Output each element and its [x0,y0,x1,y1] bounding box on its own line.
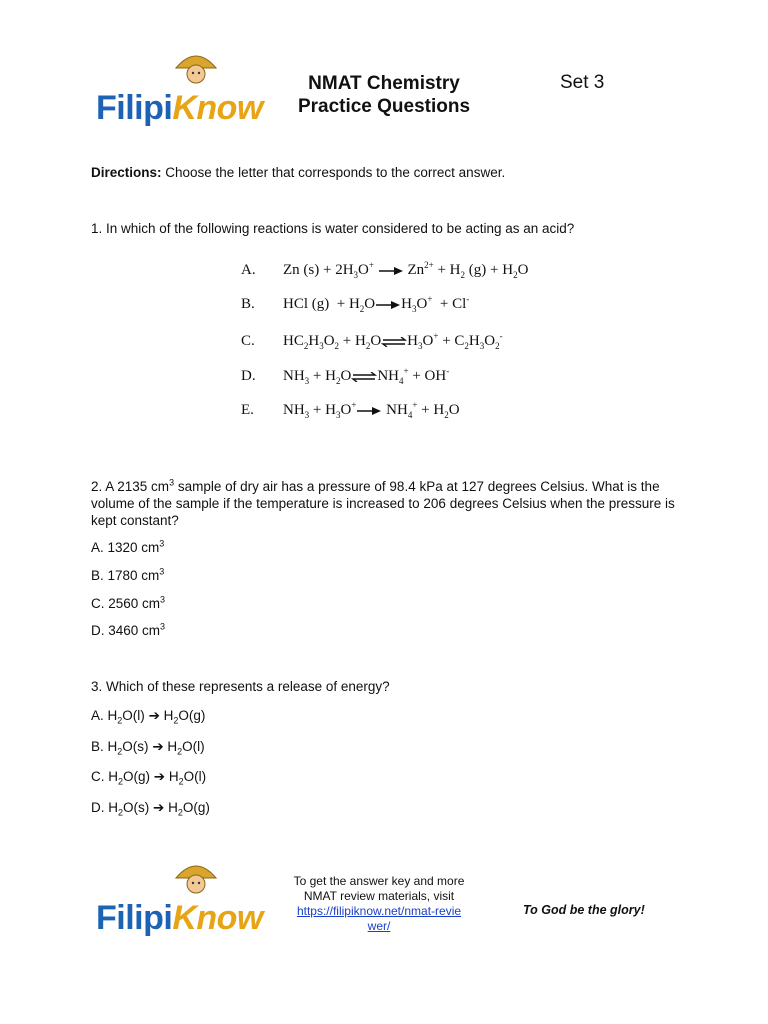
set-label: Set 3 [560,72,605,93]
right-arrow-icon: ➔ [152,739,164,754]
forward-arrow-icon [378,266,404,276]
q3-option-c: C. $H_2O(g)$ ➔ $H_2O(l)$ [91,769,207,787]
page-title [284,72,484,118]
q1-equation-b: HCl $(g) + H_2O$ $H_3O^+ + Cl^-$ [283,294,470,314]
q3-option-d: D. $H_2O(s)$ ➔ $H_2O(g)$ [91,800,210,818]
q1-option-letter: B. [241,296,255,312]
equilibrium-arrow-icon [381,337,407,347]
directions [91,164,505,182]
right-arrow-icon: ➔ [148,708,160,723]
question-2: 2. A 2135 $cm^3$ sample of dry air has a pressure of 98.4 kPa at 127 degrees Celsius. What is the volume of the sample if the temperature is increased to 206 degrees Celsius when the pressure is kept constant? [91,477,675,528]
footer-line-1: To get the answer key and more [293,874,465,888]
title-line-2: Practice Questions [297,96,471,117]
footer-info [284,874,474,934]
question-3: 3. Which of these represents a release of energy? [91,679,390,694]
q3-option-a: A. $H_2O(l)$ ➔ $H_2O(g)$ [91,708,206,726]
q2-option-d: D. 3460 $cm^3$ [91,621,166,638]
footer-filipiknow-logo [96,862,296,942]
right-arrow-icon: ➔ [153,769,166,784]
title-line-1: NMAT Chemistry [308,73,460,94]
mascot-hat-icon [174,854,218,894]
forward-arrow-icon [375,300,401,310]
q1-equation-a: Zn $(s) + 2H_3O^+$ $Zn^{2+} + H_2$ $(g) + H_2O$ [283,260,529,280]
q2-option-a: A. 1320 $cm^3$ [91,538,165,555]
filipiknow-logo [96,52,296,132]
q1-option-letter: C. [241,333,255,349]
mascot-hat-icon [174,44,218,84]
closing-motto: To God be the glory! [523,903,645,917]
q2-option-c: C. 2560 $cm^3$ [91,594,166,611]
directions-text: Choose the letter that corresponds to the correct answer. [161,165,506,180]
q3-option-b: B. $H_2O(s)$ ➔ $H_2O(l)$ [91,739,205,757]
directions-label: Directions: [91,165,162,180]
q2-option-b: B. 1780 $cm^3$ [91,566,165,583]
q1-equation-e: $NH_3 + H_3O^+$ $NH_4^+ + H_2O$ [283,400,460,420]
forward-arrow-icon [356,406,382,416]
logo-wordmark: FilipiKnow [96,899,263,937]
equilibrium-arrow-icon [351,372,377,382]
q1-equation-d: $NH_3 + H_2O$ $NH_4^+ + OH^-$ [283,366,450,386]
q1-option-letter: E. [241,402,254,418]
q1-option-letter: A. [241,262,256,278]
right-arrow-icon: ➔ [153,800,165,815]
q1-equation-c: $HC_2H_3O_2 + H_2O$ $H_3O^+ + C_2H_3O_2^-$ [283,331,503,351]
question-1: 1. In which of the following reactions is water considered to be acting as an acid? [91,221,575,236]
q1-option-letter: D. [241,368,256,384]
logo-wordmark: FilipiKnow [96,89,263,127]
footer-line-2: NMAT review materials, visit [303,889,455,903]
answer-key-link[interactable]: https://filipiknow.net/nmat-reviewer/ [296,904,462,933]
